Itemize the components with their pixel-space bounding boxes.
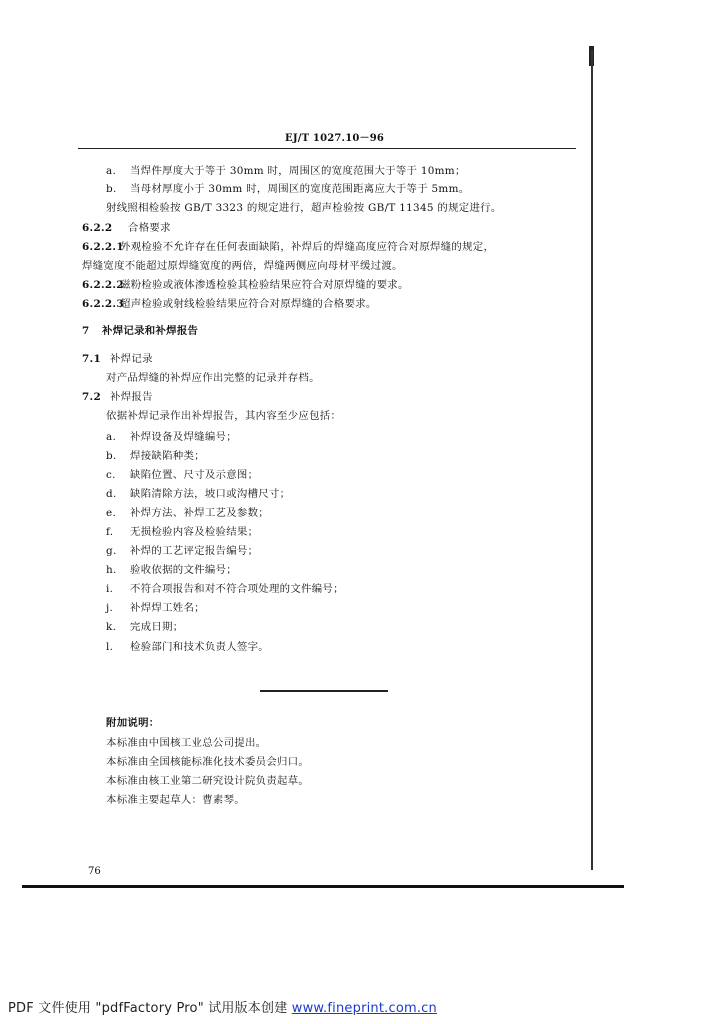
- item-b-text: 当母材厚度小于 30mm 时，周围区的宽度范围距离应大于等于 5mm。: [130, 183, 470, 195]
- report-item: c. 缺陷位置、尺寸及示意图；: [106, 469, 259, 481]
- section-6-2-2-1-continued: 焊缝宽度不能超过原焊缝宽度的两倍，焊缝两侧应向母材平缓过渡。: [82, 260, 403, 272]
- pdf-footer-link[interactable]: www.fineprint.com.cn: [291, 1001, 437, 1016]
- scan-edge-line: [591, 50, 593, 870]
- item-a: [106, 164, 466, 178]
- page-number: 76: [88, 866, 101, 877]
- section-6-2-2-title: 合格要求: [128, 222, 171, 234]
- item-a-text: 当焊件厚度大于等于 30mm 时，周围区的宽度范围大于等于 10mm；: [130, 165, 466, 177]
- pdf-footer: [8, 997, 437, 1016]
- header-rule: [78, 148, 576, 149]
- section-7-2-number: 7.2: [82, 391, 101, 403]
- appendix-line: 本标准主要起草人：曹素琴。: [106, 794, 245, 806]
- section-7-2-text: 依据补焊记录作出补焊报告，其内容至少应包括：: [106, 410, 342, 422]
- section-7-1-number: 7.1: [82, 353, 101, 365]
- section-6-2-2-3-number: 6.2.2.3: [82, 298, 124, 310]
- item-b: [106, 182, 469, 196]
- appendix-line: 本标准由全国核能标准化技术委员会归口。: [106, 756, 310, 768]
- section-7-number: 7: [82, 325, 90, 337]
- section-6-2-2-3: [82, 297, 377, 311]
- report-item: k. 完成日期；: [106, 621, 184, 633]
- end-of-text-rule: [260, 690, 388, 692]
- item-b-mark: b.: [106, 183, 117, 195]
- appendix-line: 本标准由中国核工业总公司提出。: [106, 737, 267, 749]
- section-7-2-title: 补焊报告: [110, 391, 153, 403]
- report-item: f. 无损检验内容及检验结果；: [106, 526, 259, 538]
- section-6-2-2-3-text: 超声检验或射线检验结果应符合对原焊缝的合格要求。: [120, 298, 377, 310]
- report-item: d. 缺陷清除方法，坡口或沟槽尺寸；: [106, 488, 291, 500]
- report-item: h. 验收依据的文件编号；: [106, 564, 237, 576]
- item-a-mark: a.: [106, 165, 117, 177]
- report-item: j. 补焊焊工姓名；: [106, 602, 205, 614]
- section-6-2-2-1: [82, 240, 494, 254]
- section-6-2-2-1-number: 6.2.2.1: [82, 241, 124, 253]
- section-6-2-2-2-number: 6.2.2.2: [82, 279, 124, 291]
- ray-inspection-text: 射线照相检验按 GB/T 3323 的规定进行，超声检验按 GB/T 11345 的规定进行。: [106, 202, 502, 214]
- pdf-footer-text: PDF 文件使用 "pdfFactory Pro" 试用版本创建: [8, 1001, 292, 1016]
- section-7-2: [82, 390, 153, 404]
- section-6-2-2-2: [82, 278, 409, 292]
- appendix-title: 附加说明：: [106, 717, 160, 729]
- page-bottom-rule: [22, 885, 624, 888]
- report-item: b. 焊接缺陷种类；: [106, 450, 205, 462]
- report-item: e. 补焊方法、补焊工艺及参数；: [106, 507, 269, 519]
- report-item: a. 补焊设备及焊缝编号；: [106, 431, 237, 443]
- section-7-1-text: 对产品焊缝的补焊应作出完整的记录并存档。: [106, 372, 320, 384]
- section-6-2-2: [82, 221, 171, 235]
- section-6-2-2-2-text: 磁粉检验或液体渗透检验其检验结果应符合对原焊缝的要求。: [120, 279, 409, 291]
- section-7-heading: [82, 324, 198, 338]
- standard-code-header: EJ/T 1027.10－96: [285, 133, 385, 144]
- appendix-line: 本标准由核工业第二研究设计院负责起草。: [106, 775, 310, 787]
- report-item: g. 补焊的工艺评定报告编号；: [106, 545, 259, 557]
- section-7-title: 补焊记录和补焊报告: [102, 325, 199, 337]
- report-item: l. 检验部门和技术负责人签字。: [106, 641, 269, 653]
- section-6-2-2-1-text: 外观检验不允许存在任何表面缺陷，补焊后的焊缝高度应符合对原焊缝的规定，: [120, 241, 495, 253]
- section-7-1: [82, 352, 153, 366]
- section-7-1-title: 补焊记录: [110, 353, 153, 365]
- report-item: i. 不符合项报告和对不符合项处理的文件编号；: [106, 583, 344, 595]
- section-6-2-2-number: 6.2.2: [82, 222, 113, 234]
